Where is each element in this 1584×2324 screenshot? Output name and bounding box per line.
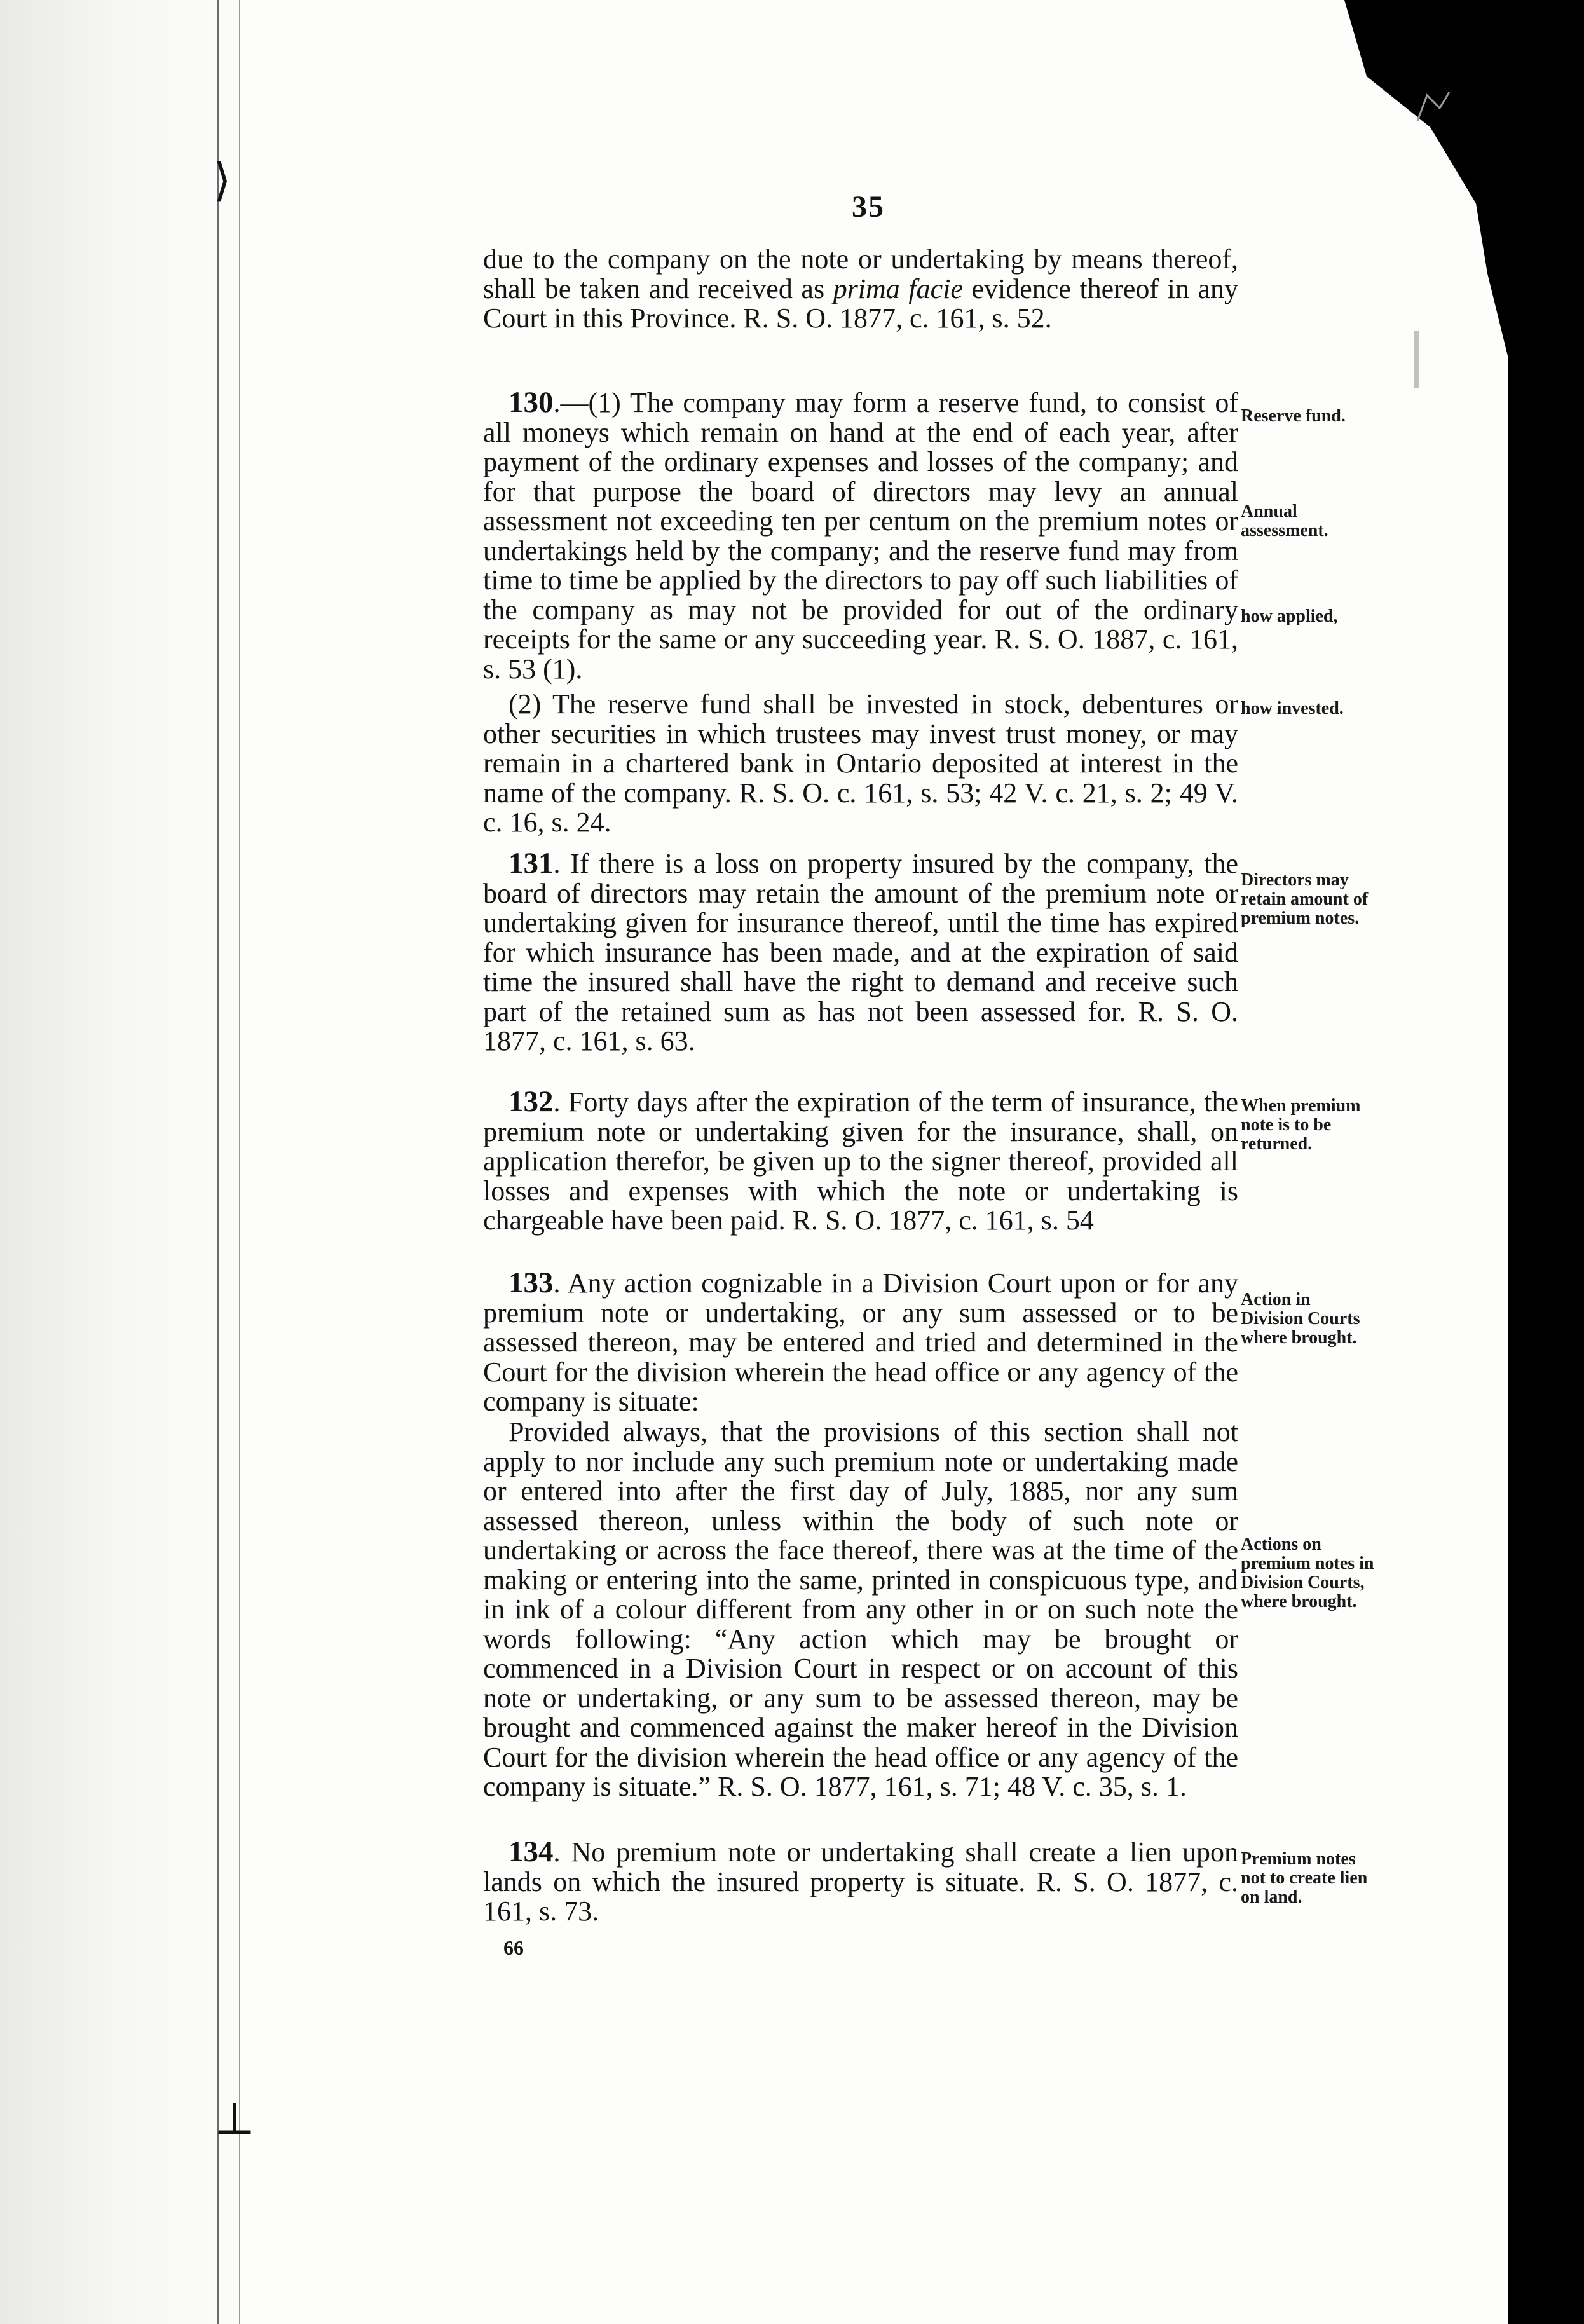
margin-note-premium-note-returned: When premium note is to be returned.: [1241, 1096, 1361, 1154]
margin-note-action-division-court: Action in Division Courts where brought.: [1241, 1290, 1360, 1348]
printer-signature: 66: [503, 1936, 524, 1959]
section-text: .—(1) The company may form a reserve fund, to consist of all moneys which remain on hand at the end of each year, after payment of the ordinary expenses and losses of the company; and for that purpose the board of directors may levy an annual assessment not exceeding ten per centum on the premium notes or undertakings held by the company; and the reserve fund may from time to time be applied by the directors to pay off such liabilities of the company as may not be provided for out of the ordinary receipts for the same or any succeeding year. R. S. O. 1887, c. 161, s. 53 (1).: [483, 387, 1238, 685]
paragraph-continuation: [483, 245, 1238, 334]
section-130-subsection-1: [483, 388, 1238, 684]
margin-note-actions-premium-notes: Actions on premium notes in Division Courts, where brought.: [1241, 1535, 1374, 1611]
section-text: . Forty days after the expiration of the term of insurance, the premium note or undertaking given for the insurance, shall, on application therefor, be given up to the signer thereof, provided all losses and expenses with which the note or undertaking is chargeable have been paid. R. S. O. 1877, c. 161, s. 54: [483, 1086, 1238, 1236]
margin-note-annual-assessment: Annual assessment.: [1241, 502, 1328, 540]
margin-note-how-invested: how invested.: [1241, 699, 1344, 718]
section-number: 133: [509, 1266, 554, 1299]
margin-note-how-applied: how applied,: [1241, 606, 1338, 626]
section-text: (2) The reserve fund shall be invested in stock, debentures or other securities in which trustees may invest trust money, or may remain in a chartered bank in Ontario deposited at interest in the name of the company. R. S. O. c. 161, s. 53; 42 V. c. 21, s. 2; 49 V. c. 16, s. 24.: [483, 688, 1238, 838]
paragraph-text: due to the company on the note or undertaking by means thereof, shall be taken and received as: [483, 243, 1238, 304]
page-number: 35: [852, 190, 885, 224]
section-133-proviso: [483, 1418, 1238, 1802]
section-134: [483, 1837, 1238, 1927]
section-132: [483, 1087, 1238, 1236]
section-number: 131: [509, 847, 554, 880]
gutter-mark-top: ⟩: [214, 156, 231, 205]
section-133: [483, 1268, 1238, 1417]
section-number: 130: [509, 386, 554, 419]
section-text: . If there is a loss on property insured by the company, the board of directors may retain the amount of the premium note or undertaking given for insurance thereof, until the time has expired for which insurance has been made, and at the expiration of said time the insured shall have the right to demand and receive such part of the retained sum as has not been assessed for. R. S. O. 1877, c. 161, s. 63.: [483, 848, 1238, 1056]
margin-note-no-lien: Premium notes not to create lien on land.: [1241, 1849, 1368, 1907]
paragraph-text: evidence thereof in any Court in this Province. R. S. O. 1877, c. 161, s. 52.: [483, 273, 1238, 334]
section-130-subsection-2: [483, 690, 1238, 838]
section-number: 134: [509, 1835, 554, 1868]
section-text: . Any action cognizable in a Division Court upon or for any premium note or undertaking, or any sum assessed or to be assessed thereon, may be entered and tried and determined in the Court for the division wherein the head office or any agency of the company is situate:: [483, 1268, 1238, 1417]
margin-note-reserve-fund: Reserve fund.: [1241, 406, 1346, 426]
section-text: Provided always, that the provisions of this section shall not apply to nor include any such premium note or undertaking made or entered into after the first day of July, 1885, nor any sum assessed thereon, unless within the body of such note or undertaking or across the face thereof, there was at the time of the making or entering into the same, printed in conspicuous type, and in ink of a colour different from any other in or on such note the words following: “Any action which may be brought or commenced in a Division Court in respect or on account of this note or undertaking, or any sum to be assessed thereon, may be brought and commenced against the maker hereof in the Division Court for the division wherein the head office or any agency of the company is situate.” R. S. O. 1877, 161, s. 71; 48 V. c. 35, s. 1.: [483, 1416, 1238, 1802]
gutter-mark-bottom: ⊥: [214, 2095, 256, 2144]
section-number: 132: [509, 1085, 554, 1118]
section-131: [483, 849, 1238, 1056]
margin-note-directors-retain: Directors may retain amount of premium notes.: [1241, 870, 1369, 928]
italic-phrase: prima facie: [833, 273, 963, 304]
section-text: . No premium note or undertaking shall create a lien upon lands on which the insured property is situate. R. S. O. 1877, c. 161, s. 73.: [483, 1836, 1238, 1927]
